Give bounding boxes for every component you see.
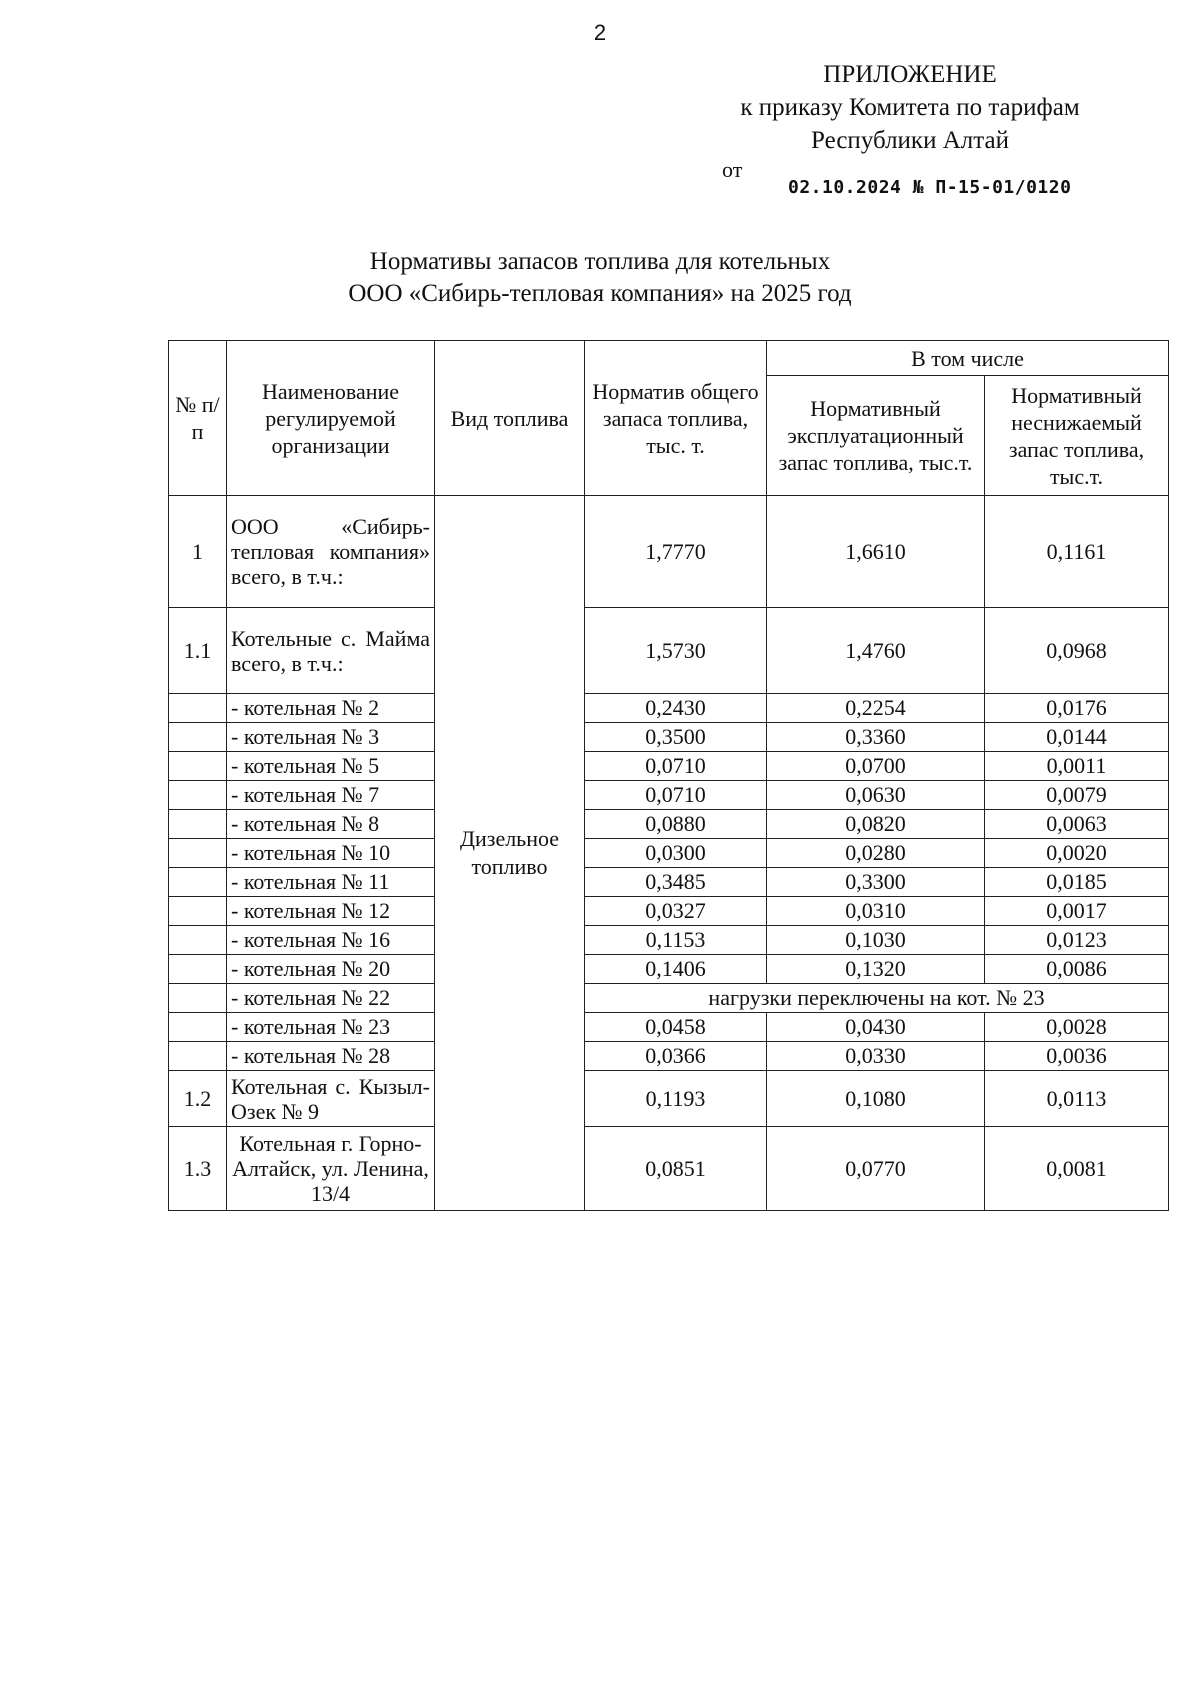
table-row xyxy=(169,1042,1169,1071)
row-num xyxy=(169,694,227,723)
row-name: Котельные с. Майма всего, в т.ч.: xyxy=(227,608,435,694)
row-operational: 0,3300 xyxy=(767,868,985,897)
row-num xyxy=(169,926,227,955)
row-name: Котельная с. Кызыл-Озек № 9 xyxy=(227,1071,435,1127)
row-name: - котельная № 12 xyxy=(227,897,435,926)
fuel-type: Дизельное топливо xyxy=(435,496,585,1211)
row-num xyxy=(169,868,227,897)
row-minimum: 0,0063 xyxy=(985,810,1169,839)
row-operational: 0,0700 xyxy=(767,752,985,781)
header-fuel: Вид топлива xyxy=(435,341,585,496)
row-name: - котельная № 2 xyxy=(227,694,435,723)
row-total: 0,1153 xyxy=(585,926,767,955)
row-operational: 0,0770 xyxy=(767,1127,985,1211)
row-name: - котельная № 8 xyxy=(227,810,435,839)
date-label: от xyxy=(722,157,743,182)
page-number: 2 xyxy=(593,20,607,45)
row-total: 0,2430 xyxy=(585,694,767,723)
row-operational: 0,0630 xyxy=(767,781,985,810)
header-operational: Нормативный эксплуатационный запас топлива, тыс.т. xyxy=(767,376,985,496)
row-num: 1.3 xyxy=(169,1127,227,1211)
row-total: 0,1406 xyxy=(585,955,767,984)
order-reference: 02.10.2024 № П-15-01/0120 xyxy=(788,177,1072,198)
row-minimum: 0,0176 xyxy=(985,694,1169,723)
row-operational: 0,3360 xyxy=(767,723,985,752)
row-name: Котельная г. Горно-Алтайск, ул. Ленина, 13/4 xyxy=(227,1127,435,1211)
appendix-line-2: Республики Алтай xyxy=(811,127,1009,154)
row-num xyxy=(169,897,227,926)
row-operational: 0,1320 xyxy=(767,955,985,984)
row-total: 0,0710 xyxy=(585,781,767,810)
title-line-1: Нормативы запасов топлива для котельных xyxy=(369,248,831,275)
table-row xyxy=(169,1127,1169,1211)
row-total: 1,5730 xyxy=(585,608,767,694)
table-row xyxy=(169,752,1169,781)
table-row xyxy=(169,1071,1169,1127)
row-num xyxy=(169,781,227,810)
row-total: 0,0880 xyxy=(585,810,767,839)
row-total: 0,1193 xyxy=(585,1071,767,1127)
row-total: 1,7770 xyxy=(585,496,767,608)
header-num: № п/п xyxy=(169,341,227,496)
table-row xyxy=(169,496,1169,608)
row-minimum: 0,0185 xyxy=(985,868,1169,897)
row-minimum: 0,0113 xyxy=(985,1071,1169,1127)
row-minimum: 0,0017 xyxy=(985,897,1169,926)
table-row xyxy=(169,694,1169,723)
row-num: 1.1 xyxy=(169,608,227,694)
table-row xyxy=(169,897,1169,926)
row-minimum: 0,0968 xyxy=(985,608,1169,694)
table-row xyxy=(169,839,1169,868)
row-num xyxy=(169,810,227,839)
row-name: - котельная № 23 xyxy=(227,1013,435,1042)
row-num xyxy=(169,1042,227,1071)
row-minimum: 0,0123 xyxy=(985,926,1169,955)
table-row xyxy=(169,608,1169,694)
row-operational: 0,0280 xyxy=(767,839,985,868)
header-org: Наименование регулируемой организации xyxy=(227,341,435,496)
row-operational: 1,6610 xyxy=(767,496,985,608)
row-operational: 0,0430 xyxy=(767,1013,985,1042)
row-name: - котельная № 3 xyxy=(227,723,435,752)
row-name: ООО «Сибирь-тепловая компания» всего, в т.ч.: xyxy=(227,496,435,608)
row-minimum: 0,0081 xyxy=(985,1127,1169,1211)
table-row xyxy=(169,926,1169,955)
appendix-title: ПРИЛОЖЕНИЕ xyxy=(823,61,997,88)
row-minimum: 0,0020 xyxy=(985,839,1169,868)
row-minimum: 0,0144 xyxy=(985,723,1169,752)
row-total: 0,3485 xyxy=(585,868,767,897)
row-operational: 0,2254 xyxy=(767,694,985,723)
row-name: - котельная № 10 xyxy=(227,839,435,868)
table-row xyxy=(169,1013,1169,1042)
row-total: 0,0851 xyxy=(585,1127,767,1211)
row-num xyxy=(169,955,227,984)
document-title xyxy=(0,246,1200,310)
appendix-header xyxy=(700,58,1120,157)
row-note: нагрузки переключены на кот. № 23 xyxy=(585,984,1169,1013)
row-total: 0,0458 xyxy=(585,1013,767,1042)
row-name: - котельная № 28 xyxy=(227,1042,435,1071)
title-line-2: ООО «Сибирь-тепловая компания» на 2025 год xyxy=(348,280,852,307)
row-num xyxy=(169,723,227,752)
row-operational: 0,1080 xyxy=(767,1071,985,1127)
row-name: - котельная № 5 xyxy=(227,752,435,781)
row-num: 1.2 xyxy=(169,1071,227,1127)
row-num xyxy=(169,984,227,1013)
header-including: В том числе xyxy=(767,341,1169,376)
row-total: 0,0327 xyxy=(585,897,767,926)
appendix-line-1: к приказу Комитета по тарифам xyxy=(740,94,1080,121)
row-name: - котельная № 22 xyxy=(227,984,435,1013)
row-operational: 1,4760 xyxy=(767,608,985,694)
row-operational: 0,0820 xyxy=(767,810,985,839)
table-row xyxy=(169,723,1169,752)
header-minimum: Нормативный неснижаемый запас топлива, тыс.т. xyxy=(985,376,1169,496)
table-row xyxy=(169,868,1169,897)
row-operational: 0,1030 xyxy=(767,926,985,955)
row-name: - котельная № 20 xyxy=(227,955,435,984)
row-minimum: 0,0036 xyxy=(985,1042,1169,1071)
fuel-norms-table xyxy=(168,340,1169,1211)
row-minimum: 0,0028 xyxy=(985,1013,1169,1042)
row-total: 0,0366 xyxy=(585,1042,767,1071)
header-total: Норматив общего запаса топлива, тыс. т. xyxy=(585,341,767,496)
row-total: 0,0710 xyxy=(585,752,767,781)
row-minimum: 0,0079 xyxy=(985,781,1169,810)
row-name: - котельная № 16 xyxy=(227,926,435,955)
row-num xyxy=(169,1013,227,1042)
table-row xyxy=(169,984,1169,1013)
table-row xyxy=(169,781,1169,810)
row-name: - котельная № 7 xyxy=(227,781,435,810)
row-minimum: 0,0086 xyxy=(985,955,1169,984)
row-total: 0,3500 xyxy=(585,723,767,752)
row-num xyxy=(169,839,227,868)
row-operational: 0,0310 xyxy=(767,897,985,926)
row-total: 0,0300 xyxy=(585,839,767,868)
row-minimum: 0,1161 xyxy=(985,496,1169,608)
table-row xyxy=(169,810,1169,839)
table-row xyxy=(169,955,1169,984)
row-num xyxy=(169,752,227,781)
row-name: - котельная № 11 xyxy=(227,868,435,897)
row-operational: 0,0330 xyxy=(767,1042,985,1071)
row-num: 1 xyxy=(169,496,227,608)
row-minimum: 0,0011 xyxy=(985,752,1169,781)
